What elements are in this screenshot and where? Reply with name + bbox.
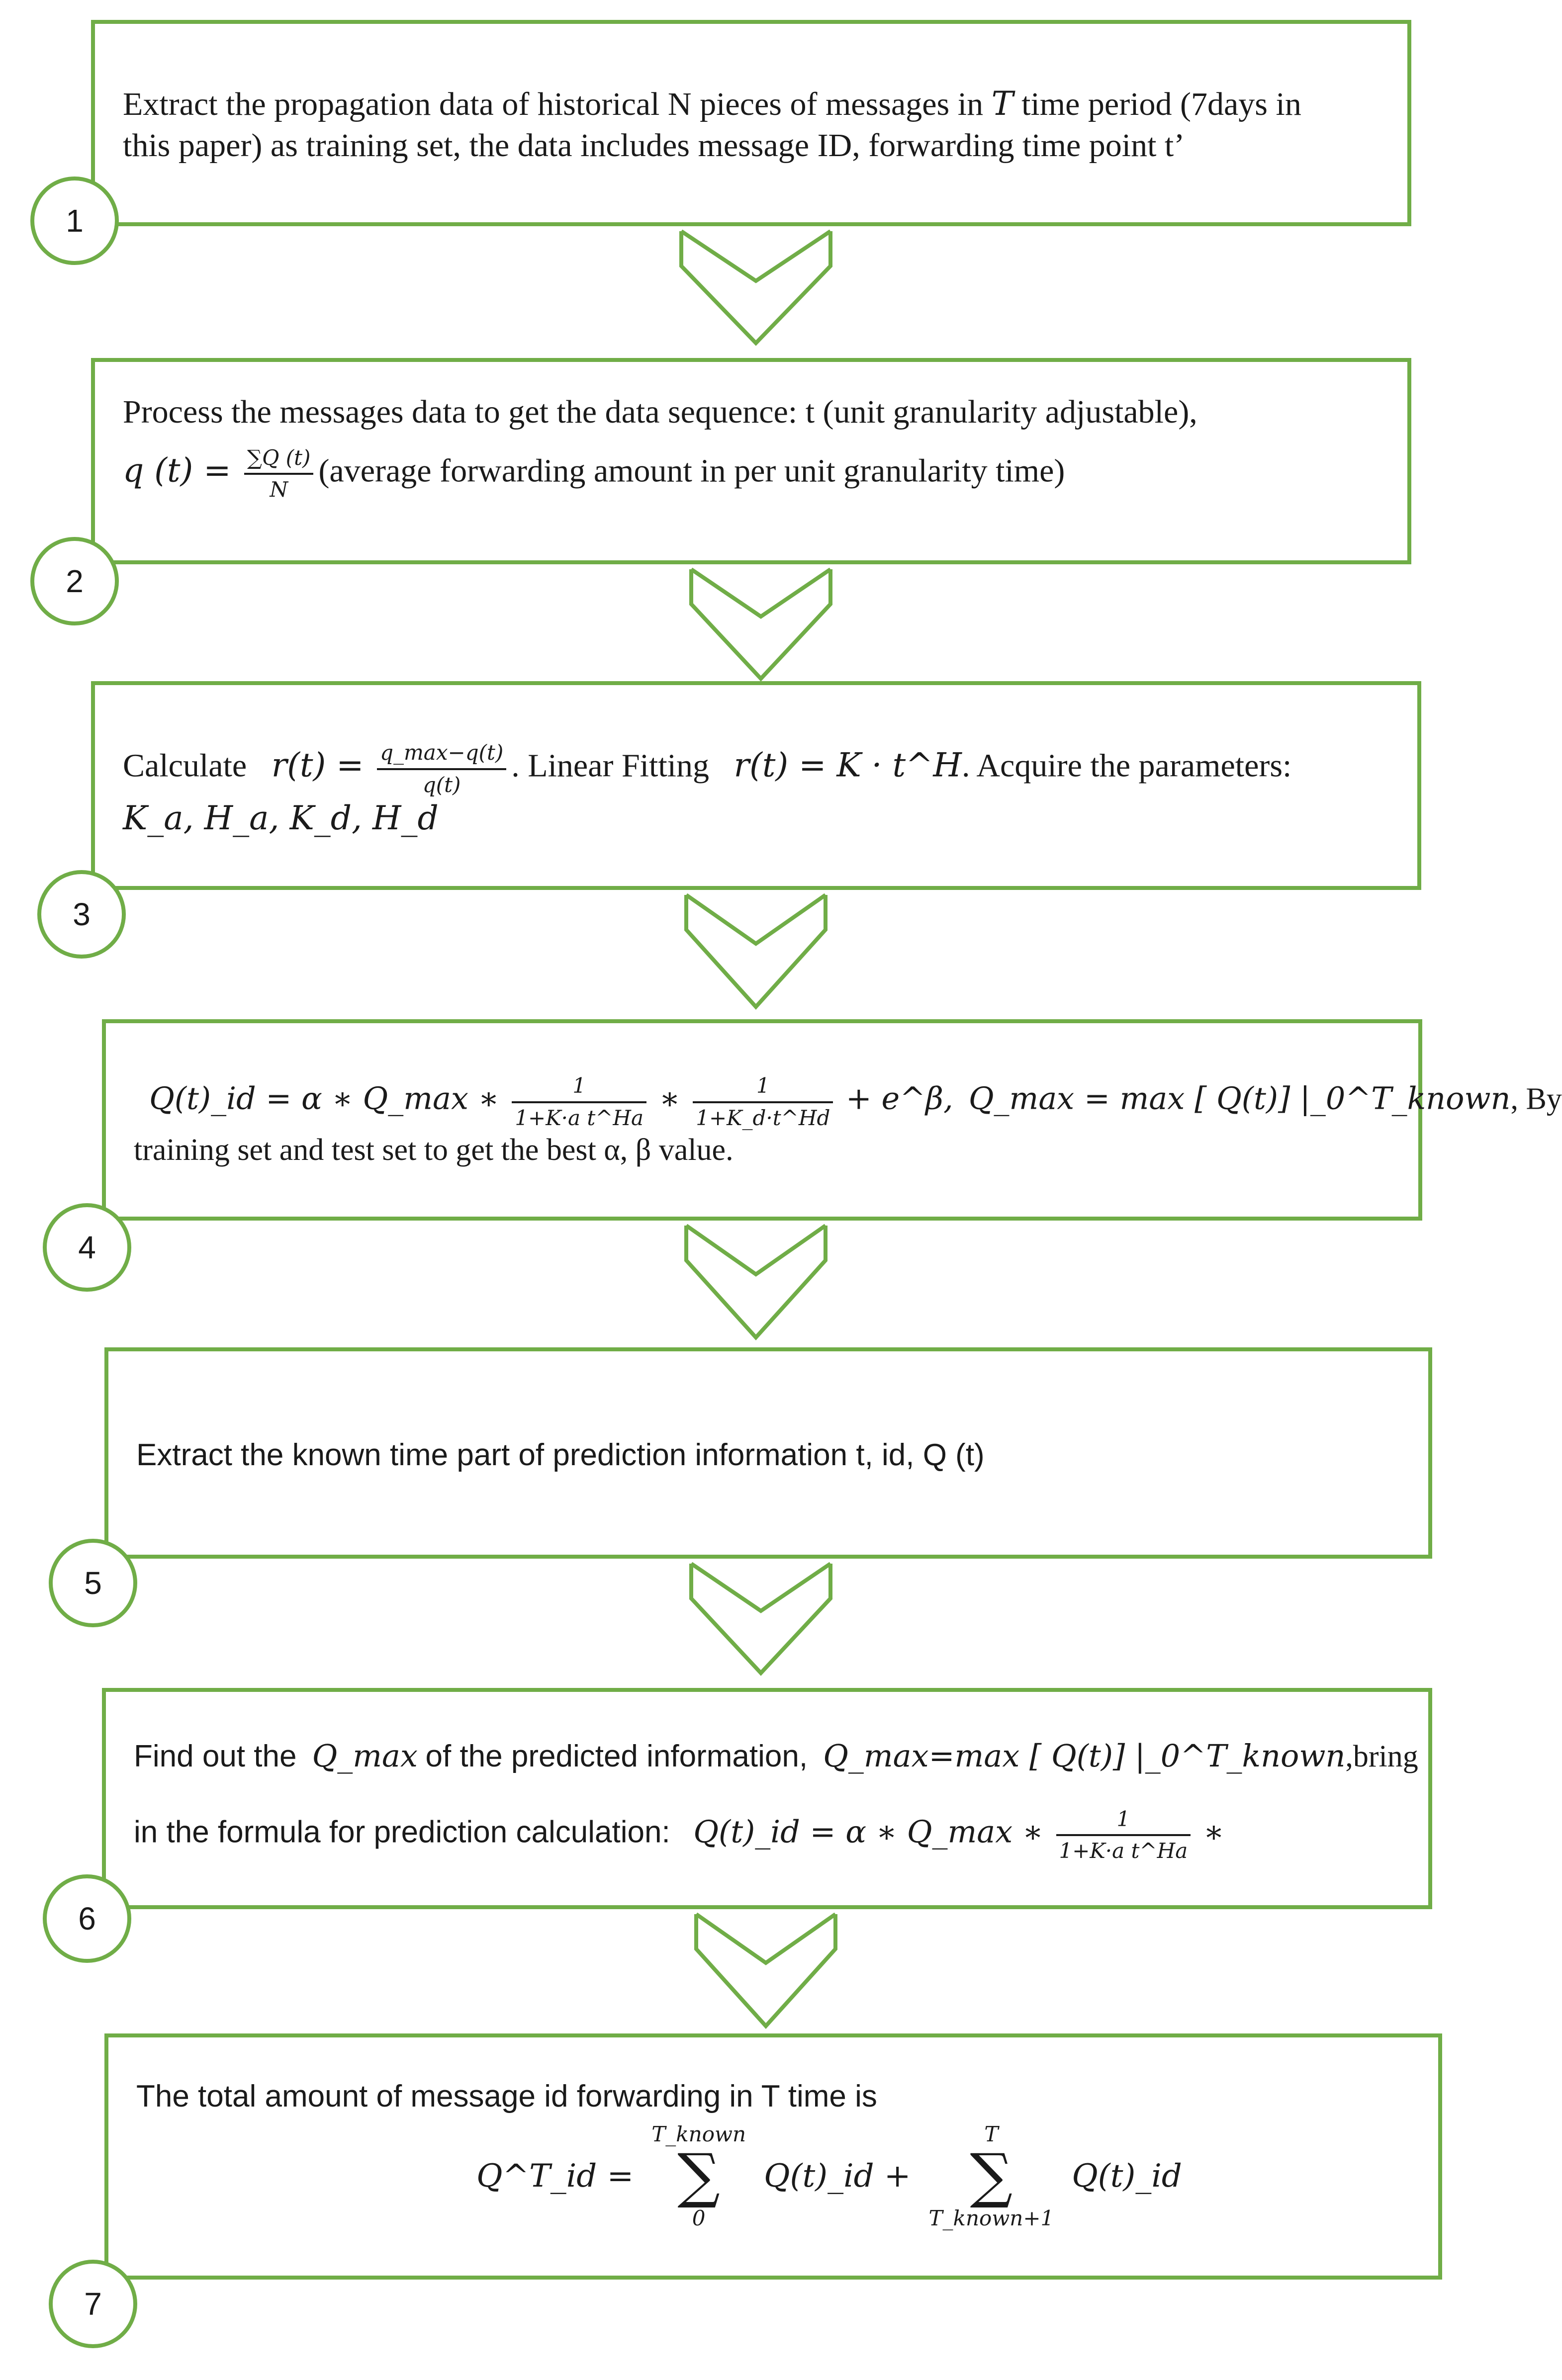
step-circle-7: 7 — [49, 2260, 137, 2348]
step-box-6 — [102, 1688, 1432, 1909]
step-2-text: Process the messages data to get the data sequence: t (unit granularity adjustable), q (t) = $\frac{\sum Q (t)}{N}$ (average forwarding amount in per unit granularity time) — [123, 392, 1387, 503]
chevron-down-icon — [691, 1909, 840, 2031]
step-box-1 — [91, 20, 1411, 226]
step-1-text: Extract the propagation data of historical N pieces of messages in T time period (7days in this paper) as training set, the data includes message ID, forwarding time point t’ — [123, 85, 1301, 164]
step-4-text: Q(t)_id = α ∗ Q_max ∗ $\frac{1}{\text{1+K·a t\textasciicircum{}Ha}}$ ∗ $\frac{1}{1+K\_d\cdot t\^{}Hd}$ + e^β, Q_max = max [ Q(t)] |_0^T_known, By training set and test set to get the best α, β value. — [134, 1073, 1562, 1167]
step-circle-3: 3 — [37, 870, 126, 959]
step-circle-2: 2 — [30, 537, 119, 625]
step-5-text: Extract the known time part of prediction information t, id, Q (t) — [136, 1438, 985, 1472]
step-box-3 — [91, 681, 1421, 890]
fraction: $\frac{1}{\text{1+K·a t\textasciicircum{}Ha}}$ — [512, 1073, 646, 1131]
step-circle-1: 1 — [30, 176, 119, 265]
step-box-7 — [104, 2033, 1442, 2280]
step-circle-5: 5 — [49, 1539, 137, 1627]
chevron-down-icon — [681, 1221, 830, 1342]
chevron-down-icon — [681, 890, 830, 1012]
fraction: $\frac{q\_\max-q(t)}{q(t)}$ — [377, 740, 506, 798]
fraction: $\frac{1}{\text{1+K·a t\textasciicircum{}Ha}}$ — [1056, 1806, 1191, 1864]
summation-2: T ∑ T_known+1 — [928, 2122, 1054, 2230]
fraction: $\frac{1}{1+K\_d\cdot t\^{}Hd}$ — [693, 1073, 833, 1131]
chevron-down-icon — [686, 564, 835, 684]
step-box-2 — [91, 358, 1411, 564]
step-box-4 — [102, 1019, 1562, 1221]
fraction: $\frac{\sum Q (t)}{N}$ — [244, 445, 313, 503]
step-circle-6: 6 — [43, 1874, 131, 1963]
summation-1: T_known ∑ 0 — [651, 2122, 746, 2230]
chevron-down-icon — [676, 226, 835, 348]
step-3-text: Calculate r(t) = $\frac{q\_\max-q(t)}{q(t)}$ . Linear Fitting r(t) = K · t^H. Acquire the parameters: K_a, H_a, K_d, H_d — [123, 740, 1292, 837]
step-6-text: Find out the Q_max of the predicted information, Q_max=max [ Q(t)] |_0^T_known,bring in the formula for prediction calculation: Q(t)_id = α ∗ Q_max ∗ $\frac{1}{\text{1+K·a t\textasciicircum{}Ha}}$ ∗ — [134, 1737, 1408, 1864]
step-7-text: The total amount of message id forwarding in T time is — [136, 2079, 877, 2114]
chevron-down-icon — [686, 1559, 835, 1678]
step-box-5 — [104, 1347, 1432, 1559]
step-7-formula: Q^T_id = T_known ∑ 0 Q(t)_id + T ∑ T_known+1 Q(t)_id — [476, 2122, 1182, 2230]
step-circle-4: 4 — [43, 1203, 131, 1292]
